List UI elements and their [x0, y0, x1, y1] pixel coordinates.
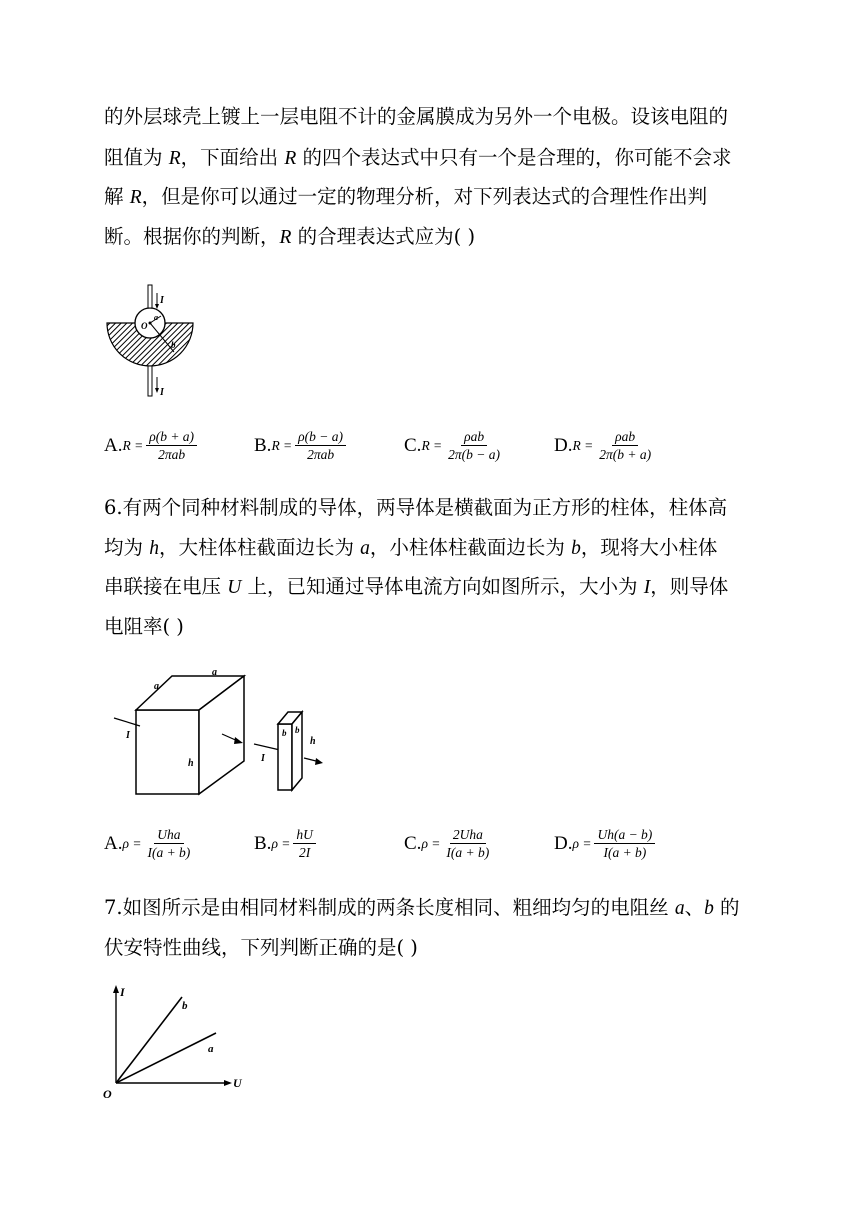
- q5-label-a: a: [154, 313, 158, 322]
- q5-line-3: 解 R，但是你可以通过一定的物理分析，对下列表达式的合理性作出判: [104, 185, 708, 208]
- q5-option-a-fraction: $\frac{\rho(b + a)}{\text{2πab}}$: [146, 429, 197, 462]
- q5-center-dot: [149, 322, 152, 325]
- q5-label-center: O: [141, 321, 148, 331]
- q5-line-2: 阻值为 R，下面给出 R 的四个表达式中只有一个是合理的，你可能不会求: [104, 146, 732, 169]
- q5-option-c-fraction: $\frac{\text{ρab}}{2\pi(b - a)}$: [448, 429, 501, 462]
- q6-option-d-fraction: $\frac{Uh(a - b)}{I(a + b)}$: [594, 827, 655, 860]
- q6-label-i-left: I: [126, 730, 130, 741]
- q6-option-b[interactable]: B. ρ = $\frac{hU}{2I}$: [254, 827, 316, 860]
- q6-conductors-figure: [104, 666, 340, 796]
- q6-line-4: 电阻率( ): [104, 615, 184, 638]
- q6-large-cube-front: [136, 710, 199, 794]
- q5-top-electrode: [148, 285, 152, 308]
- q7-line-a: [116, 1033, 216, 1083]
- q5-option-d-fraction: $\frac{\text{ρab}}{2\pi(b + a)}$: [599, 429, 652, 462]
- q6-line-3: 串联接在电压 U 上，已知通过导体电流方向如图所示，大小为 I，则导体: [104, 575, 729, 598]
- q5-label-current-bottom: I: [160, 387, 164, 398]
- q6-line-1: 6.有两个同种材料制成的导体，两导体是横截面为正方形的柱体，柱体高: [104, 496, 728, 519]
- q5-bottom-electrode: [148, 366, 152, 396]
- q6-label-b2: b: [295, 725, 300, 735]
- q6-label-h-large: h: [188, 758, 194, 769]
- q6-label-a1: a: [154, 681, 159, 692]
- q7-x-arrowhead: [224, 1080, 232, 1086]
- q5-line-4: 断。根据你的判断，R 的合理表达式应为( ): [104, 225, 476, 248]
- q5-option-b[interactable]: B. R = $\frac{\rho(b - a)}{\text{2πab}}$: [254, 429, 346, 462]
- q5-option-b-fraction: $\frac{\rho(b - a)}{\text{2πab}}$: [295, 429, 346, 462]
- q6-option-d[interactable]: D. ρ = $\frac{Uh(a - b)}{I(a + b)}$: [554, 827, 655, 860]
- q6-option-c-fraction: $\frac{\text{2Uha}}{I(a + b)}$: [446, 827, 490, 860]
- q7-label-b: b: [182, 1000, 188, 1012]
- q7-label-a: a: [208, 1043, 214, 1055]
- q6-line-2: 均为 h，大柱体柱截面边长为 a，小柱体柱截面边长为 b，现将大小柱体: [104, 536, 718, 559]
- q7-label-origin: O: [103, 1087, 112, 1101]
- q7-line-2: 伏安特性曲线，下列判断正确的是( ): [104, 936, 418, 959]
- q6-label-a2: a: [212, 667, 217, 678]
- q5-top-arrowhead: [155, 304, 159, 309]
- q6-option-b-fraction: $\frac{hU}{2I}$: [293, 827, 316, 860]
- q5-option-c[interactable]: C. R = $\frac{\text{ρab}}{2\pi(b - a)}$: [404, 429, 503, 462]
- q6-connecting-wire: [254, 744, 280, 750]
- q7-line-1: 7.如图所示是由相同材料制成的两条长度相同、粗细均匀的电阻丝 a、b 的: [104, 896, 740, 919]
- q6-label-h-small: h: [310, 736, 316, 747]
- q5-bottom-arrowhead: [155, 388, 159, 393]
- q5-option-d[interactable]: D. R = $\frac{\text{ρab}}{2\pi(b + a)}$: [554, 429, 654, 462]
- q5-label-b: b: [171, 340, 176, 350]
- q6-small-column-side: [292, 712, 302, 790]
- q7-label-x: U: [233, 1076, 242, 1090]
- q6-option-c[interactable]: C. ρ = $\frac{\text{2Uha}}{I(a + b)}$: [404, 827, 492, 860]
- q6-label-b1: b: [282, 728, 287, 738]
- q6-out-arrowhead: [315, 758, 323, 765]
- q7-iu-graph: [102, 983, 252, 1103]
- q5-line-1: 的外层球壳上镀上一层电阻不计的金属膜成为另外一个电极。设该电阻的: [104, 105, 729, 128]
- q6-option-a-fraction: $\frac{\text{Uha}}{I(a + b)}$: [147, 827, 191, 860]
- q6-label-i-mid: I: [261, 753, 265, 764]
- q7-line-b: [116, 997, 182, 1083]
- q5-label-current-top: I: [160, 295, 164, 306]
- q7-y-arrowhead: [113, 985, 119, 993]
- q5-option-a[interactable]: A. R = $\frac{\rho(b + a)}{\text{2πab}}$: [104, 429, 197, 462]
- q7-label-y: I: [120, 985, 125, 999]
- q5-hemisphere-figure: [104, 283, 194, 401]
- q6-option-a[interactable]: A. ρ = $\frac{\text{Uha}}{I(a + b)}$: [104, 827, 193, 860]
